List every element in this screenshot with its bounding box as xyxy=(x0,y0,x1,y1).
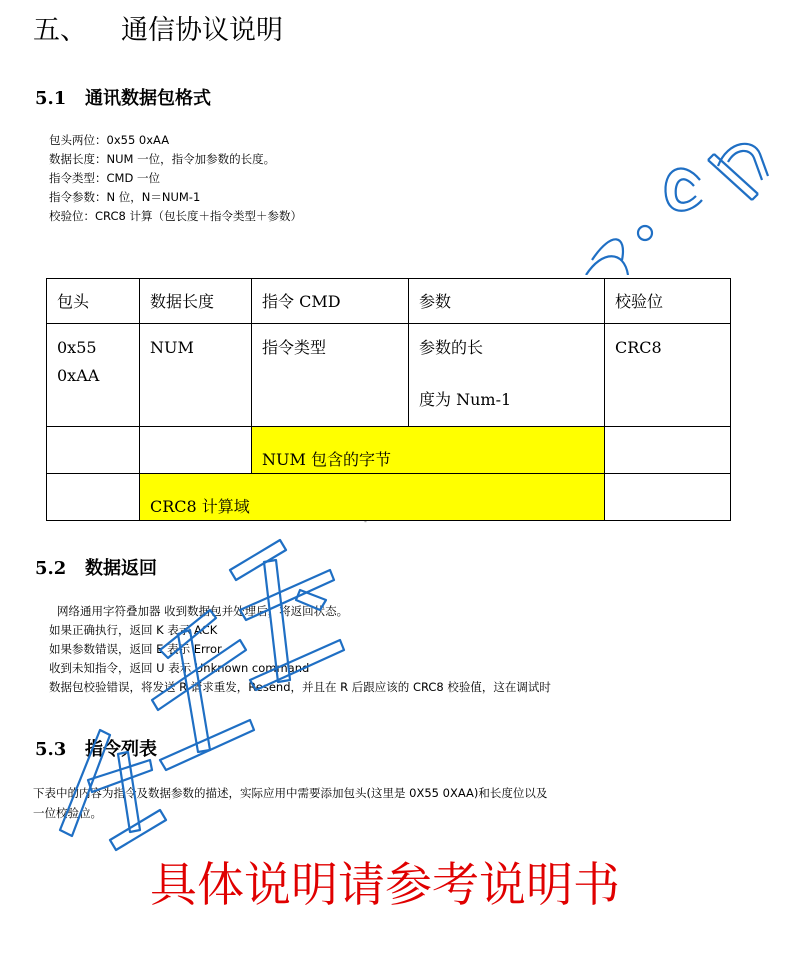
table-cell-empty xyxy=(47,427,140,474)
chapter-title: 通信协议说明 xyxy=(121,15,283,46)
section-title: 通讯数据包格式 xyxy=(85,88,211,109)
param-line-1: 参数的长 xyxy=(419,338,484,357)
format-line: 包头两位：0x55 0xAA xyxy=(49,133,170,147)
head-byte-1: 0x55 xyxy=(57,338,97,357)
table-header-cell: 包头 xyxy=(47,279,140,324)
param-line-2: 度为 Num-1 xyxy=(419,390,512,409)
table-row-num-span xyxy=(47,427,731,474)
table-cell-length: NUM xyxy=(140,324,252,427)
table-cell-param xyxy=(409,324,605,427)
section-number: 5.2 xyxy=(35,558,67,579)
section-title: 数据返回 xyxy=(85,558,157,579)
table-row-crc-span xyxy=(47,474,731,521)
return-line: 收到未知指令，返回 U 表示 Unknown command xyxy=(49,661,310,675)
table-header-cell: 数据长度 xyxy=(140,279,252,324)
return-line: 数据包校验错误，将发送 R 请求重发，Resend，并且在 R 后跟应该的 CRC8 校验值，这在调试时 xyxy=(49,680,551,694)
table-header-cell: 指令 CMD xyxy=(252,279,409,324)
table-row xyxy=(47,324,731,427)
format-line: 指令参数：N 位，N＝NUM-1 xyxy=(49,190,201,204)
num-span-highlight: NUM 包含的字节 xyxy=(252,427,605,474)
return-line: 如果正确执行，返回 K 表示 ACK xyxy=(49,623,218,637)
section-number: 5.1 xyxy=(35,88,67,109)
watermark-brand xyxy=(40,530,350,860)
return-line: 网络通用字符叠加器 收到数据包并处理后，将返回状态。 xyxy=(57,604,349,618)
section-5-1-heading xyxy=(35,84,211,110)
table-cell-crc: CRC8 xyxy=(605,324,731,427)
packet-format-table xyxy=(46,278,731,521)
table-header-cell: 校验位 xyxy=(605,279,731,324)
format-line: 数据长度：NUM 一位，指令加参数的长度。 xyxy=(49,152,276,166)
desc-line: 一位校验位。 xyxy=(33,806,102,820)
table-header-row xyxy=(47,279,731,324)
chapter-number: 五、 xyxy=(33,15,87,46)
packet-format-description xyxy=(49,131,302,226)
table-header-cell: 参数 xyxy=(409,279,605,324)
chapter-heading xyxy=(33,8,283,47)
table-cell-cmd: 指令类型 xyxy=(252,324,409,427)
table-cell-empty xyxy=(47,474,140,521)
desc-line: 下表中的内容为指令及数据参数的描述，实际应用中需要添加包头(这里是 0X55 0XAA)和长度位以及 xyxy=(33,786,548,800)
watermark-domain-fragment xyxy=(582,100,782,275)
manual-reference-note: 具体说明请参考说明书 xyxy=(150,858,620,913)
section-title: 指令列表 xyxy=(85,739,157,760)
format-line: 校验位：CRC8 计算（包长度＋指令类型＋参数） xyxy=(49,209,302,223)
table-cell-empty xyxy=(140,427,252,474)
table-cell-head xyxy=(47,324,140,427)
format-line: 指令类型：CMD 一位 xyxy=(49,171,160,185)
table-cell-empty xyxy=(605,474,731,521)
head-byte-2: 0xAA xyxy=(57,366,100,385)
table-cell-empty xyxy=(605,427,731,474)
return-line: 如果参数错误，返回 E 表示 Error xyxy=(49,642,222,656)
section-number: 5.3 xyxy=(35,739,67,760)
stray-mark: - xyxy=(364,517,367,526)
crc-span-highlight: CRC8 计算域 xyxy=(140,474,605,521)
